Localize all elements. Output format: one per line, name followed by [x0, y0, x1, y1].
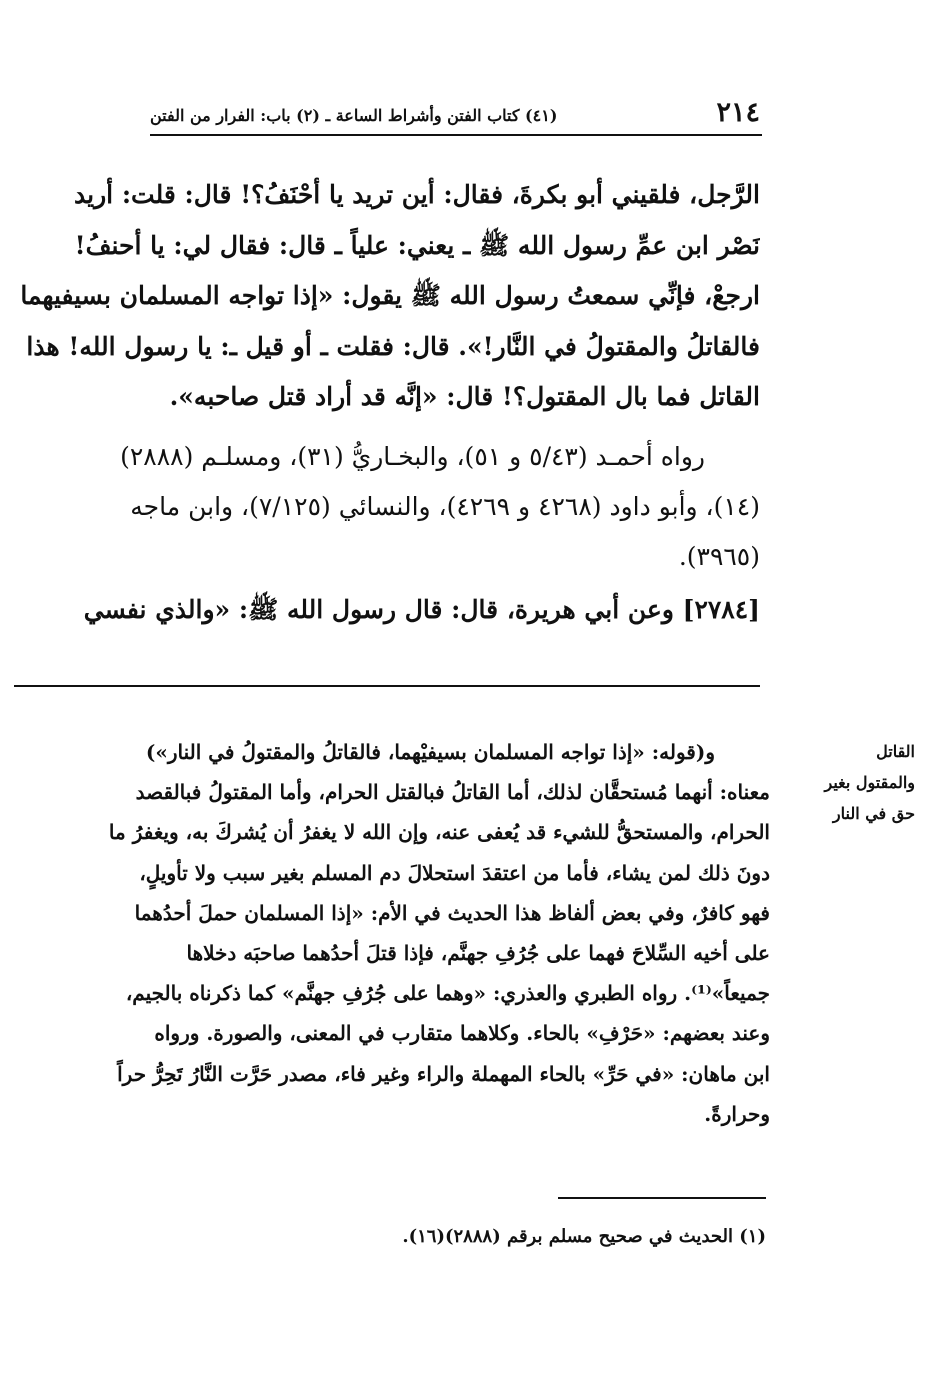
commentary-line: الحرام، والمستحقُّ للشيء قد يُعفى عنه، وإن الله لا يغفرُ أن يُشركَ به، ويغفرُ ما: [108, 820, 770, 845]
hadith-line: فالقاتلُ والمقتولُ في النَّار!». قال: فقلت ـ أو قيل ـ: يا رسول الله! هذا: [26, 331, 760, 361]
hadith-line: الرَّجل، فلقيني أبو بكرةَ، فقال: أين تريد يا أحْنَفُ؟! قال: قلت: أريد: [74, 180, 760, 209]
hadith-line: نَصْر ابن عمِّ رسول الله ﷺ ـ يعني: علياً ـ قال: فقال لي: يا أحنفُ!: [74, 230, 760, 260]
footnote: (١) الحديث في صحيح مسلم برقم (٢٨٨٨)(١٦).: [402, 1226, 766, 1247]
page-header: [150, 96, 762, 136]
running-title: (٤١) كتاب الفتن وأشراط الساعة ـ (٢) باب: الفرار من الفتن: [150, 106, 558, 125]
margin-note-line: القاتل: [876, 742, 915, 761]
commentary-line: و(قوله: «إذا تواجه المسلمان بسيفيْهما، فالقاتلُ والمقتولُ في النار»): [145, 740, 715, 764]
separator-rule: [14, 685, 760, 687]
hadith-line: القاتل فما بال المقتول؟! قال: «إنَّه قد أراد قتل صاحبه».: [169, 382, 760, 411]
takhrij-line: (١٤)، وأبو داود (٤٢٦٨ و ٤٢٦٩)، والنسائي (٧/١٢٥)، وابن ماجه: [130, 492, 760, 521]
commentary-line: دونَ ذلك لمن يشاء، فأما من اعتقدَ استحلالَ دم المسلم بغير سبب ولا تأويلٍ،: [139, 860, 770, 885]
commentary-text: [18, 732, 770, 1134]
takhrij-line: رواه أحمـد (٥/٤٣ و ٥١)، والبخـاريُّ (٣١)، ومسلـم (٢٨٨٨): [120, 442, 705, 471]
commentary-line: معناه: أنهما مُستحقَّان لذلك، أما القاتلُ فبالقتل الحرام، وأما المقتولُ فبالقصد: [135, 780, 770, 805]
commentary-line: وعند بعضهم: «حَرْفِ» بالحاء. وكلاهما متقارب في المعنى، والصورة. ورواه: [154, 1021, 770, 1046]
next-hadith-start: [٢٧٨٤] وعن أبي هريرة، قال: قال رسول الله ﷺ: «والذي نفسي: [83, 595, 760, 624]
takhrij-line: (٣٩٦٥).: [678, 542, 760, 571]
footnote-rule: [558, 1197, 766, 1199]
margin-note-line: والمقتول بغير: [824, 773, 915, 792]
commentary-line: فهو كافرٌ، وفي بعض ألفاظ هذا الحديث في الأم: «إذا المسلمان حملَ أحدُهما: [134, 900, 770, 925]
takhrij-paragraph: [10, 432, 760, 582]
margin-note: [795, 736, 915, 829]
hadith-text: [10, 170, 760, 423]
commentary-line: وحرارةً.: [704, 1101, 770, 1126]
hadith-line: ارجعْ، فإنِّي سمعتُ رسول الله ﷺ يقول: «إذا تواجه المسلمان بسيفيهما: [20, 281, 760, 310]
commentary-line: على أخيه السِّلاحَ فهما على جُرُفِ جهنَّم، فإذا قتلَ أحدُهما صاحبَه دخلاها: [186, 941, 770, 966]
margin-note-line: حق في النار: [832, 804, 915, 823]
page-number: ٢١٤: [716, 97, 760, 128]
commentary-line: ابن ماهان: «في حَرِّ» بالحاء المهملة والراء وغير فاء، مصدر حَرَّت النَّارُ تَحِرُّ حراً: [117, 1061, 770, 1086]
commentary-line: جميعاً»⁽¹⁾. رواه الطبري والعذري: «وهما على جُرُفِ جهنَّم» كما ذكرناه بالجيم،: [125, 981, 770, 1006]
